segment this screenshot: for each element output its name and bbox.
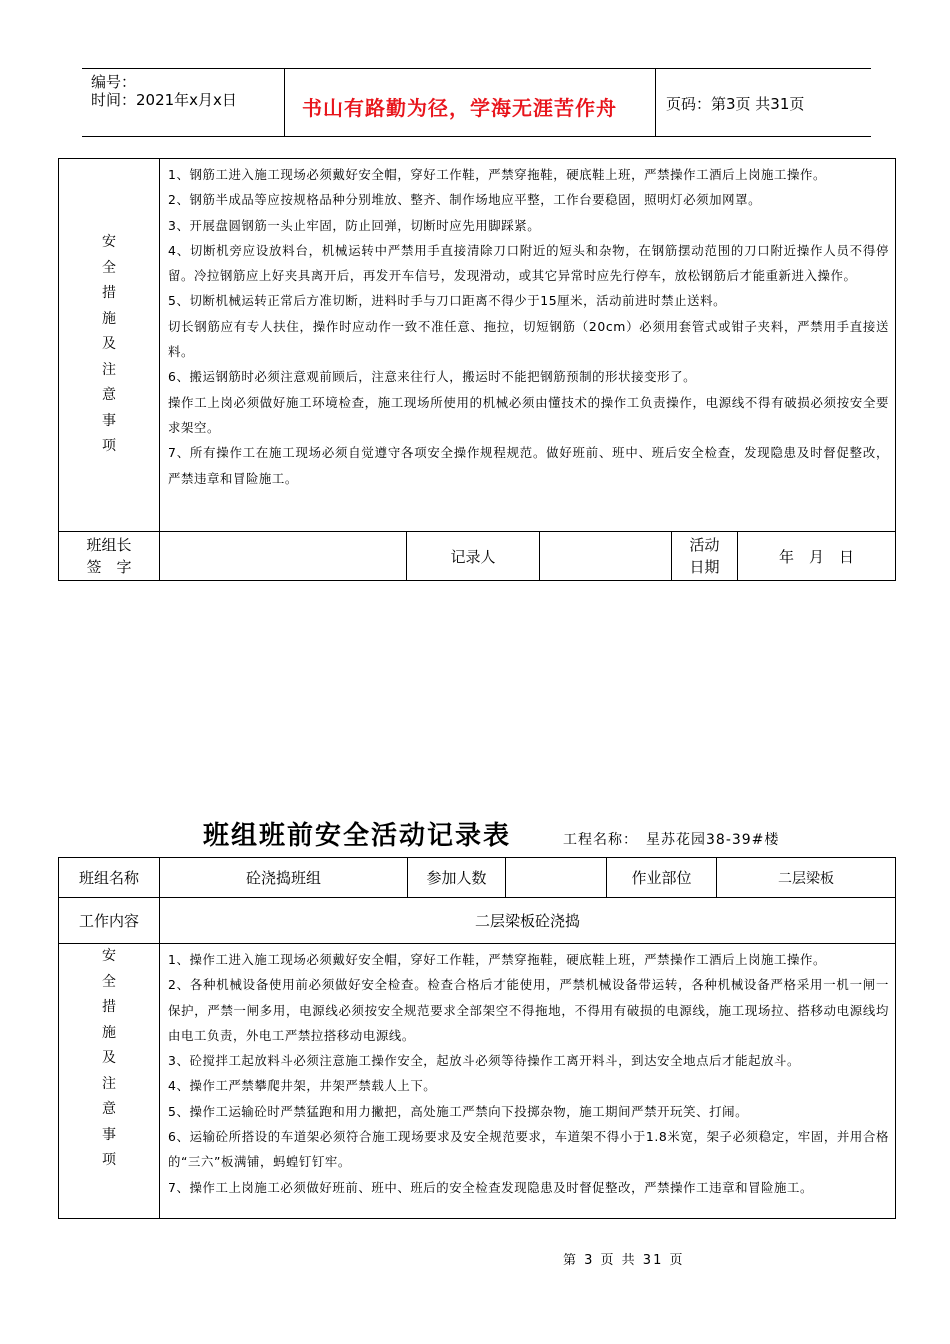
header-divider bbox=[284, 68, 285, 136]
safety-table-1 bbox=[58, 158, 896, 581]
label-char: 安 bbox=[102, 234, 116, 251]
page-indicator: 页码：第3页 共31页 bbox=[666, 95, 805, 113]
label-char: 措 bbox=[102, 285, 116, 302]
label-line: 活动 bbox=[689, 536, 720, 554]
form-title: 班组班前安全活动记录表 bbox=[203, 821, 512, 851]
work-content-row bbox=[59, 898, 896, 944]
label-char: 安 bbox=[102, 948, 116, 964]
label-line: 班组长 bbox=[86, 536, 132, 554]
team-name-field[interactable]: 砼浇捣班组 bbox=[160, 858, 408, 898]
safety-measures-row bbox=[59, 944, 896, 1219]
clause: 操作工上岗必须做好施工环境检查，施工现场所使用的机械必须由懂技术的操作工负责操作，电源线不得有破损必须按安全要求架空。 bbox=[168, 394, 890, 435]
clause: 3、开展盘圆钢筋一头止牢固，防止回弹，切断时应先用脚踩紧。 bbox=[168, 217, 541, 233]
label-char: 及 bbox=[102, 336, 116, 353]
signature-row bbox=[59, 532, 896, 581]
project-name: 工程名称： 星苏花园38-39#楼 bbox=[563, 832, 780, 848]
clause: 5、切断机械运转正常后方准切断，进料时手与刀口距离不得少于15厘米，活动前进时禁止送料。 bbox=[168, 293, 727, 309]
clause: 3、砼搅拌工起放料斗必须注意施工操作安全，起放斗必须等待操作工离开料斗，到达安全地点后才能起放斗。 bbox=[168, 1053, 801, 1069]
page-footer: 第 3 页 共 31 页 bbox=[563, 1253, 685, 1268]
team-leader-sign-label bbox=[59, 532, 160, 581]
clause: 6、运输砼所搭设的车道架必须符合施工现场要求及安全规范要求，车道架不得小于1.8米宽，架子必须稳定，牢固，并用合格的“三六”板满铺，蚂蝗钉钉牢。 bbox=[168, 1129, 889, 1170]
clause: 1、操作工进入施工现场必须戴好安全帽，穿好工作鞋，严禁穿拖鞋，硬底鞋上班，严禁操作工酒后上岗施工操作。 bbox=[168, 952, 827, 967]
clause: 5、操作工运输砼时严禁猛跑和用力撇把，高处施工严禁向下投掷杂物，施工期间严禁开玩笑、打闹。 bbox=[168, 1103, 749, 1119]
work-content-label: 工作内容 bbox=[59, 898, 160, 944]
clause: 4、操作工严禁攀爬井架，井架严禁载人上下。 bbox=[168, 1078, 437, 1094]
label-char: 意 bbox=[102, 387, 116, 404]
label-char: 施 bbox=[102, 1024, 116, 1041]
header-motto: 书山有路勤为径，学海无涯苦作舟 bbox=[302, 96, 617, 120]
label-char: 及 bbox=[102, 1050, 116, 1066]
work-content-field[interactable]: 二层梁板砼浇捣 bbox=[160, 898, 896, 944]
clause: 7、操作工上岗施工必须做好班前、班中、班后的安全检查发现隐患及时督促整改，严禁操作工违章和冒险施工。 bbox=[168, 1179, 814, 1195]
header-top-rule bbox=[82, 68, 871, 69]
document-code: 编号： bbox=[91, 73, 137, 91]
label-char: 施 bbox=[102, 310, 116, 327]
participants-label: 参加人数 bbox=[408, 858, 506, 898]
safety-clauses bbox=[160, 944, 896, 1219]
clause: 1、钢筋工进入施工现场必须戴好安全帽，穿好工作鞋，严禁穿拖鞋，硬底鞋上班，严禁操作工酒后上岗施工操作。 bbox=[168, 167, 827, 182]
recorder-label: 记录人 bbox=[407, 532, 540, 581]
header-divider bbox=[655, 68, 656, 136]
safety-table-2 bbox=[58, 857, 896, 1219]
team-leader-signature-field[interactable] bbox=[160, 532, 407, 581]
label-char: 注 bbox=[102, 1075, 116, 1092]
clause: 2、各种机械设备使用前必须做好安全检查。检查合格后才能使用，严禁机械设备带运转，各种机械设备严格采用一机一闸一保护，严禁一闸多用，电源线必须按安全规范要求全部架空不得拖地，不得用有破损的电源线，施工现场拉、搭移动电源线均由电工负责，外电工严禁拉搭移动电源线。 bbox=[168, 977, 889, 1043]
label-line: 日期 bbox=[689, 558, 720, 576]
label-char: 意 bbox=[102, 1101, 116, 1117]
label-char: 项 bbox=[102, 438, 116, 455]
label-char: 全 bbox=[102, 259, 116, 276]
activity-date-field[interactable]: 年 月 日 bbox=[738, 532, 896, 581]
clause: 4、切断机旁应设放料台，机械运转中严禁用手直接清除刀口附近的短头和杂物，在钢筋摆动范围的刀口附近操作人员不得停留。冷拉钢筋应上好夹具离开后，再发开车信号，发现滑动，或其它异常时应先行停车，放松钢筋后才能重新进入操作。 bbox=[168, 242, 890, 284]
recorder-field[interactable] bbox=[540, 532, 672, 581]
label-char: 措 bbox=[102, 999, 116, 1015]
safety-measures-row bbox=[59, 159, 896, 532]
clause: 2、钢筋半成品等应按规格品种分别堆放、整齐、制作场地应平整，工作台要稳固，照明灯必须加网罩。 bbox=[168, 192, 762, 208]
safety-measures-label bbox=[59, 944, 160, 1219]
label-char: 项 bbox=[102, 1152, 116, 1168]
team-name-label: 班组名称 bbox=[59, 858, 160, 898]
work-location-label: 作业部位 bbox=[607, 858, 717, 898]
activity-date-label bbox=[672, 532, 738, 581]
label-char: 注 bbox=[102, 361, 116, 378]
clause: 7、所有操作工在施工现场必须自觉遵守各项安全操作规程规范。做好班前、班中、班后安全检查，发现隐患及时督促整改，严禁违章和冒险施工。 bbox=[168, 445, 890, 486]
work-location-field[interactable]: 二层梁板 bbox=[717, 858, 896, 898]
clause: 切长钢筋应有专人扶住，操作时应动作一致不准任意、拖拉，切短钢筋（20cm）必须用套管式或钳子夹料，严禁用手直接送料。 bbox=[168, 318, 890, 360]
safety-measures-label bbox=[59, 159, 160, 532]
label-line: 签 字 bbox=[86, 558, 132, 576]
participants-field[interactable] bbox=[506, 858, 607, 898]
team-info-row bbox=[59, 858, 896, 898]
document-date: 时间：2021年x月x日 bbox=[91, 91, 237, 109]
clause: 6、搬运钢筋时必须注意观前顾后，注意来往行人，搬运时不能把钢筋预制的形状接变形了。 bbox=[168, 369, 697, 385]
label-char: 事 bbox=[102, 412, 116, 429]
header-bottom-rule bbox=[82, 136, 871, 137]
safety-clauses bbox=[160, 159, 896, 532]
label-char: 全 bbox=[102, 973, 116, 990]
label-char: 事 bbox=[102, 1126, 116, 1143]
